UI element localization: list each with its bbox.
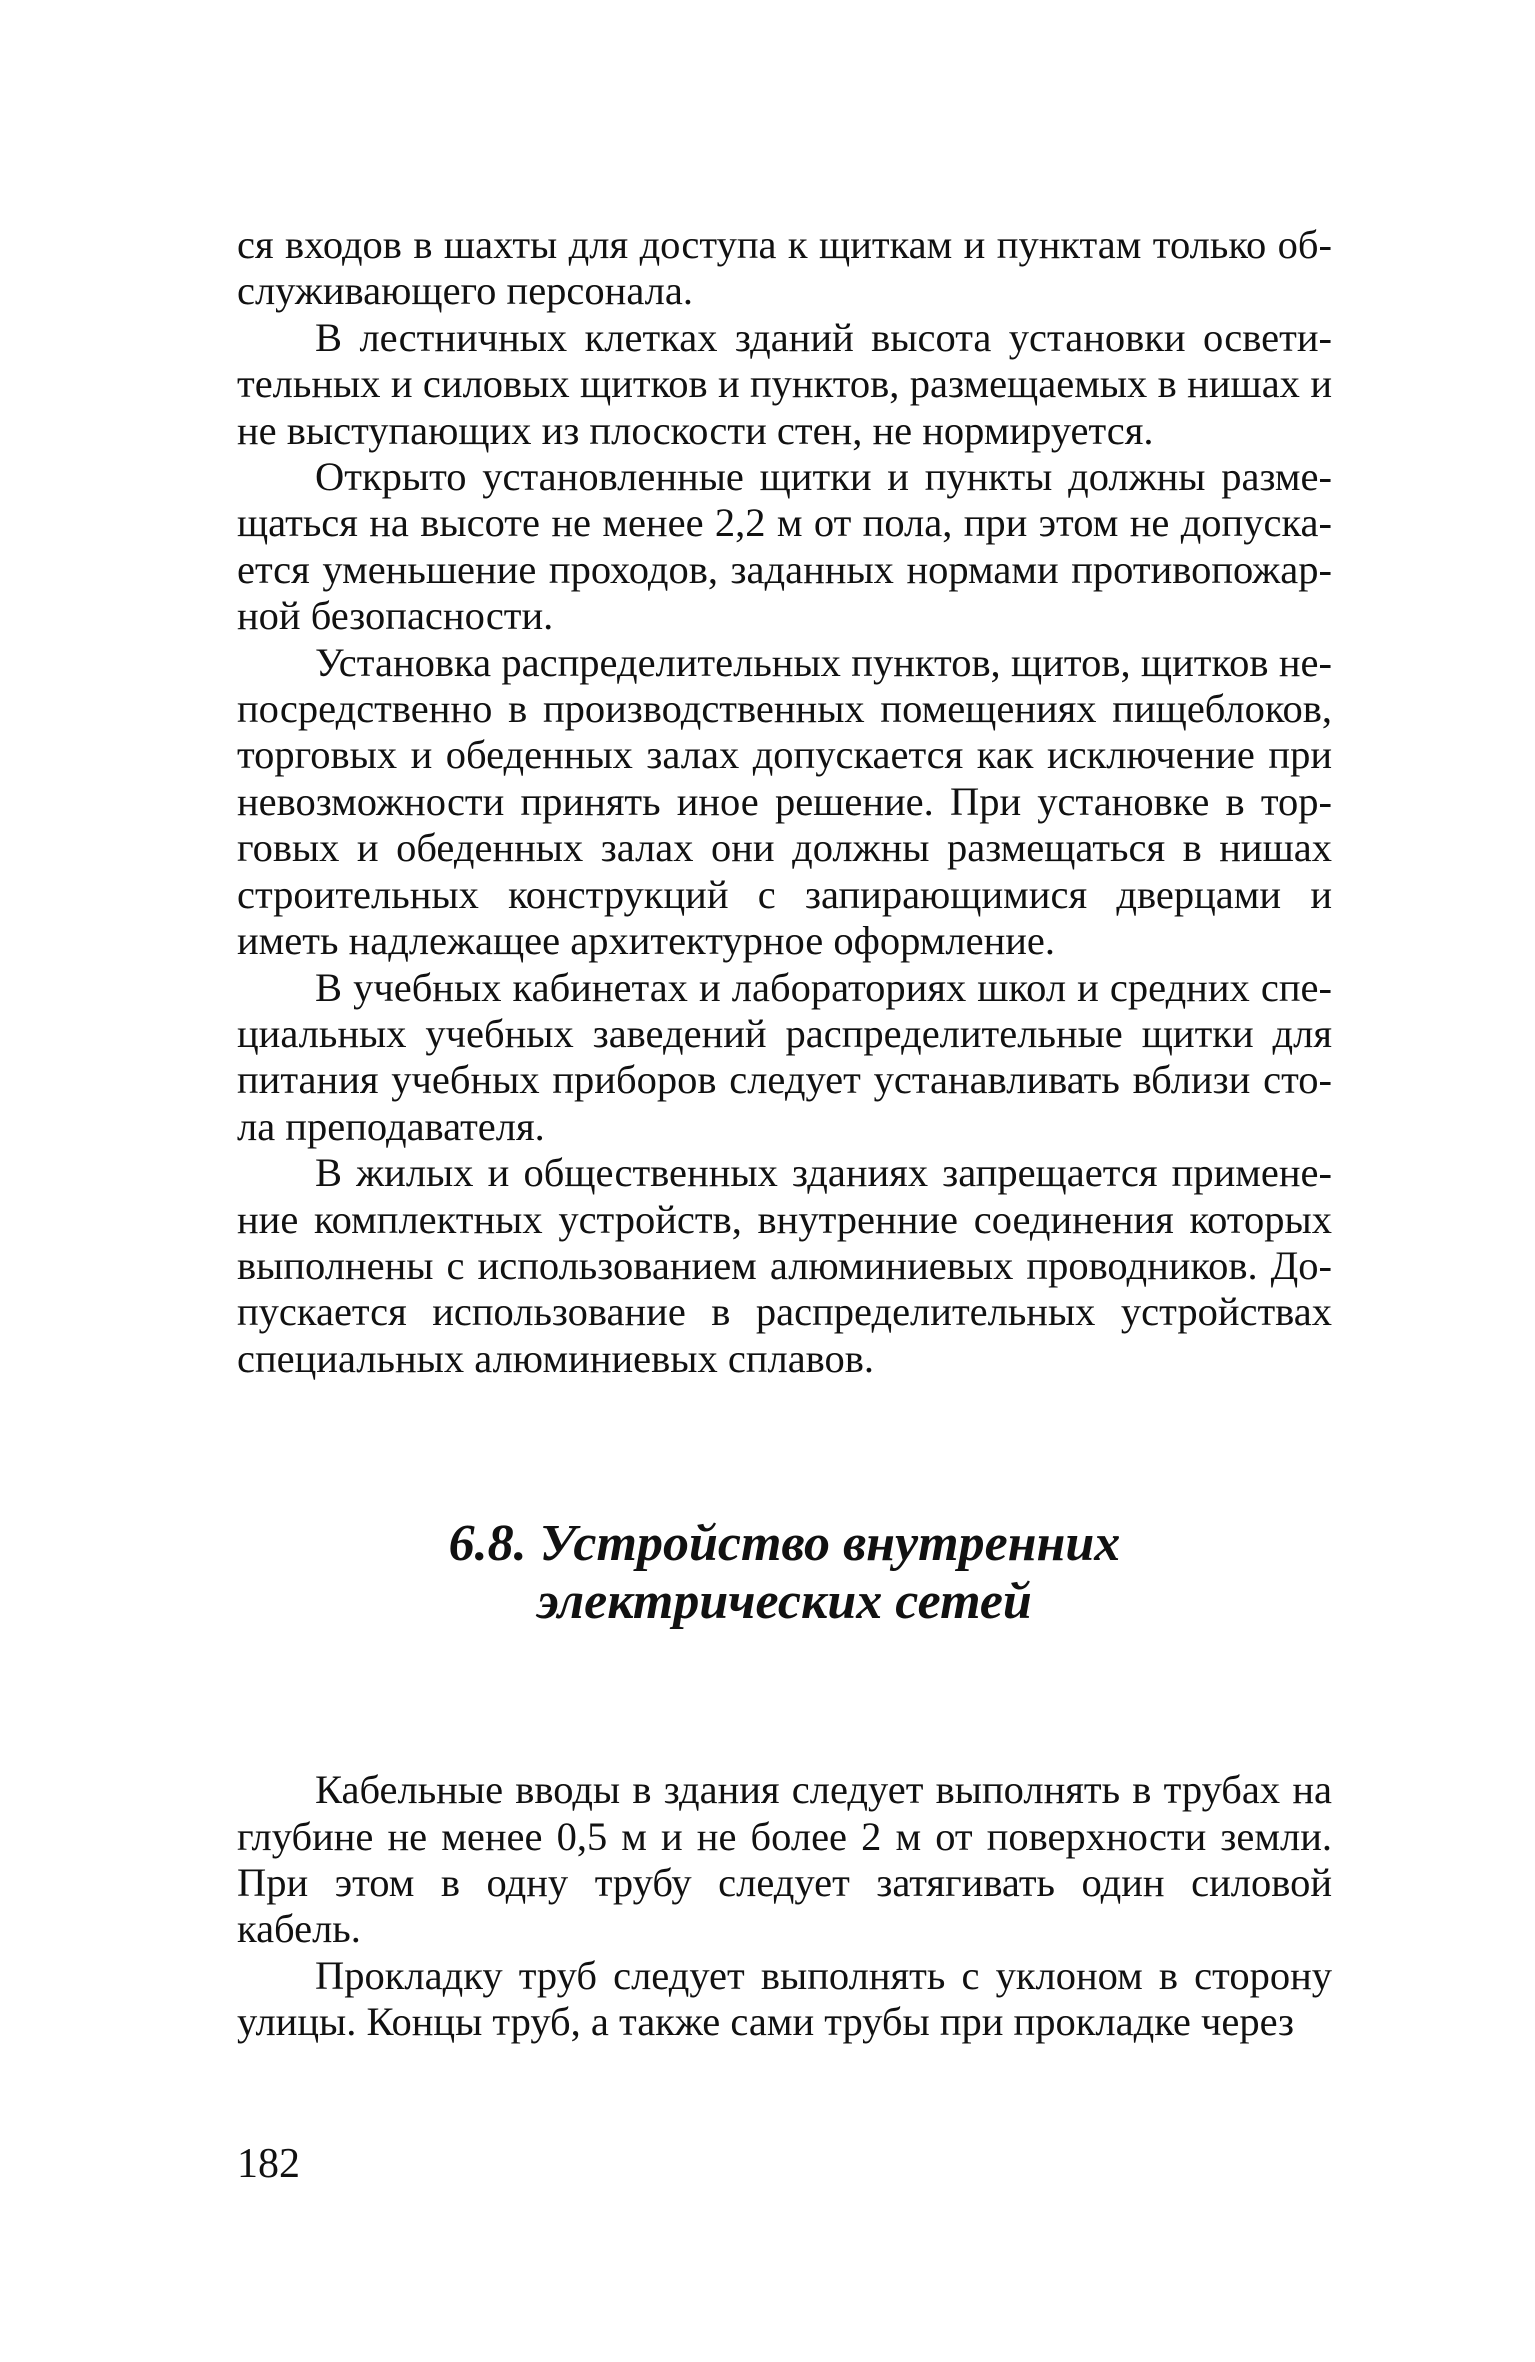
paragraph-classroom-panels: В учебных кабинетах и лабораториях школ и средних специальных учебных заведений распределительные щитки для питания учебных приборов следует устанавливать вблизи стола преподавателя. (237, 964, 1332, 1149)
paragraph-aluminium-conductors: В жилых и общественных зданиях запрещается применение комплектных устройств, внутренние соединения которых выполнены с использованием алюминиевых проводников. Допускается использование в распределительных устройствах специальных алюминиевых сплавов. (237, 1150, 1332, 1381)
section-heading (237, 1515, 1332, 1631)
paragraph-pipe-laying: Прокладку труб следует выполнять с уклоном в сторону улицы. Концы труб, а также сами трубы при прокладке через (237, 1952, 1332, 2045)
paragraph-open-mounted-panels: Открыто установленные щитки и пункты должны размещаться на высоте не менее 2,2 м от пола, при этом не допускается уменьшение проходов, заданных нормами противопожарной безопасности. (237, 454, 1332, 639)
section-heading-line-2: электрических сетей (537, 1573, 1032, 1631)
book-page (237, 222, 1332, 2046)
section-heading-line-1: 6.8. Устройство внутренних (448, 1515, 1121, 1573)
paragraph-stairwell-panels: В лестничных клетках зданий высота установки осветительных и силовых щитков и пунктов, размещаемых в нишах и не выступающих из плоскости стен, не нормируется. (237, 314, 1332, 453)
paragraph-catering-panels: Установка распределительных пунктов, щитов, щитков непосредственно в производственных помещениях пищеблоков, торговых и обеденных залах допускается как исключение при невозможности принять иное решение. При установке в торговых и обеденных залах они должны размещаться в нишах строительных конструкций с запирающимися дверцами и иметь надлежащее архитектурное оформление. (237, 639, 1332, 964)
page-number: 182 (237, 2141, 300, 2187)
paragraph-cable-entries: Кабельные вводы в здания следует выполнять в трубах на глубине не менее 0,5 м и не более 2 м от поверхности земли. При этом в одну трубу следует затягивать один силовой кабель. (237, 1767, 1332, 1952)
paragraph-continued: ся входов в шахты для доступа к щиткам и пунктам только обслуживающего персонала. (237, 222, 1332, 314)
